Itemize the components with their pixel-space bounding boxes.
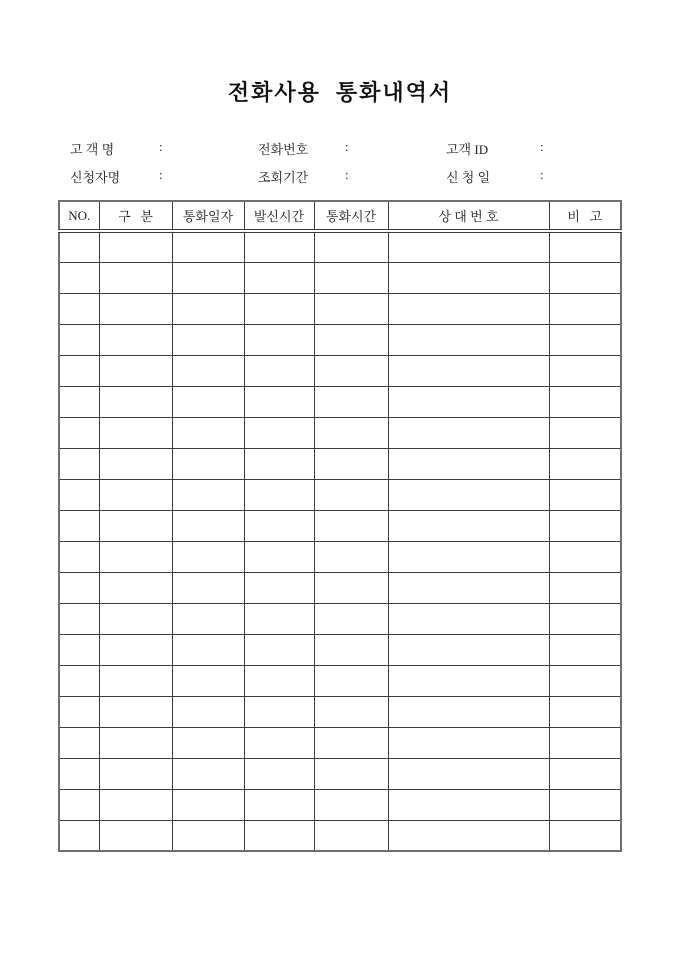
cell-send-time xyxy=(244,572,314,603)
cell-send-time xyxy=(244,417,314,448)
cell-peer-number xyxy=(388,262,549,293)
cell-call-date xyxy=(172,789,244,820)
cell-no xyxy=(59,541,99,572)
table-row xyxy=(59,665,621,696)
column-header-call-date: 통화일자 xyxy=(172,201,244,231)
cell-call-date xyxy=(172,727,244,758)
cell-category xyxy=(99,696,172,727)
cell-no xyxy=(59,479,99,510)
cell-call-duration xyxy=(314,448,388,479)
cell-category xyxy=(99,355,172,386)
table-row xyxy=(59,541,621,572)
table-row xyxy=(59,572,621,603)
cell-remarks xyxy=(549,727,621,758)
cell-remarks xyxy=(549,262,621,293)
label-customer-name: 고 객 명 xyxy=(70,142,115,157)
cell-call-duration xyxy=(314,479,388,510)
cell-category xyxy=(99,293,172,324)
cell-no xyxy=(59,572,99,603)
colon-application-date: : xyxy=(540,167,544,182)
cell-peer-number xyxy=(388,665,549,696)
cell-call-date xyxy=(172,758,244,789)
colon-customer-id: : xyxy=(540,139,544,154)
cell-send-time xyxy=(244,448,314,479)
cell-peer-number xyxy=(388,634,549,665)
cell-call-date xyxy=(172,541,244,572)
cell-peer-number xyxy=(388,355,549,386)
cell-no xyxy=(59,603,99,634)
colon-inquiry-period: : xyxy=(345,167,349,182)
cell-no xyxy=(59,293,99,324)
cell-no xyxy=(59,758,99,789)
table-row xyxy=(59,386,621,417)
cell-send-time xyxy=(244,541,314,572)
cell-category xyxy=(99,448,172,479)
cell-call-date xyxy=(172,231,244,262)
label-applicant-name: 신청자명 xyxy=(70,170,121,185)
cell-peer-number xyxy=(388,727,549,758)
cell-peer-number xyxy=(388,324,549,355)
cell-call-duration xyxy=(314,727,388,758)
cell-peer-number xyxy=(388,603,549,634)
column-header-no: NO. xyxy=(59,201,99,231)
cell-peer-number xyxy=(388,510,549,541)
label-application-date: 신 청 일 xyxy=(446,170,491,185)
cell-call-date xyxy=(172,417,244,448)
cell-call-duration xyxy=(314,758,388,789)
cell-no xyxy=(59,727,99,758)
colon-applicant-name: : xyxy=(159,167,163,182)
cell-no xyxy=(59,386,99,417)
cell-send-time xyxy=(244,789,314,820)
cell-send-time xyxy=(244,293,314,324)
label-customer-id: 고객 ID xyxy=(446,142,489,157)
cell-category xyxy=(99,572,172,603)
cell-category xyxy=(99,510,172,541)
cell-remarks xyxy=(549,634,621,665)
table-row xyxy=(59,758,621,789)
cell-peer-number xyxy=(388,541,549,572)
cell-send-time xyxy=(244,262,314,293)
cell-peer-number xyxy=(388,293,549,324)
cell-category xyxy=(99,665,172,696)
table-row xyxy=(59,448,621,479)
cell-remarks xyxy=(549,541,621,572)
cell-no xyxy=(59,324,99,355)
cell-peer-number xyxy=(388,417,549,448)
cell-call-date xyxy=(172,820,244,851)
cell-remarks xyxy=(549,603,621,634)
cell-category xyxy=(99,417,172,448)
cell-send-time xyxy=(244,634,314,665)
cell-category xyxy=(99,820,172,851)
cell-peer-number xyxy=(388,231,549,262)
table-row xyxy=(59,510,621,541)
table-row xyxy=(59,634,621,665)
cell-remarks xyxy=(549,820,621,851)
table-row xyxy=(59,727,621,758)
cell-call-date xyxy=(172,386,244,417)
cell-call-duration xyxy=(314,665,388,696)
cell-category xyxy=(99,262,172,293)
cell-category xyxy=(99,324,172,355)
cell-call-duration xyxy=(314,262,388,293)
cell-send-time xyxy=(244,510,314,541)
column-header-peer-number: 상 대 번 호 xyxy=(388,201,549,231)
table-body xyxy=(59,231,621,851)
page-title: 전화사용 통화내역서 xyxy=(227,80,453,105)
cell-call-date xyxy=(172,634,244,665)
cell-no xyxy=(59,665,99,696)
cell-category xyxy=(99,386,172,417)
cell-no xyxy=(59,510,99,541)
cell-peer-number xyxy=(388,479,549,510)
cell-remarks xyxy=(549,479,621,510)
cell-category xyxy=(99,634,172,665)
cell-category xyxy=(99,231,172,262)
cell-call-date xyxy=(172,603,244,634)
cell-call-duration xyxy=(314,634,388,665)
cell-send-time xyxy=(244,820,314,851)
cell-send-time xyxy=(244,696,314,727)
cell-no xyxy=(59,634,99,665)
cell-peer-number xyxy=(388,758,549,789)
cell-send-time xyxy=(244,758,314,789)
column-header-call-duration: 통화시간 xyxy=(314,201,388,231)
cell-remarks xyxy=(549,448,621,479)
cell-call-duration xyxy=(314,572,388,603)
cell-call-duration xyxy=(314,696,388,727)
cell-send-time xyxy=(244,665,314,696)
cell-call-duration xyxy=(314,820,388,851)
cell-category xyxy=(99,727,172,758)
cell-call-date xyxy=(172,665,244,696)
cell-call-duration xyxy=(314,510,388,541)
cell-call-duration xyxy=(314,386,388,417)
column-header-remarks: 비 고 xyxy=(549,201,621,231)
cell-call-duration xyxy=(314,789,388,820)
cell-category xyxy=(99,603,172,634)
cell-call-date xyxy=(172,355,244,386)
cell-no xyxy=(59,231,99,262)
cell-call-date xyxy=(172,479,244,510)
cell-send-time xyxy=(244,727,314,758)
call-history-table xyxy=(58,200,622,852)
cell-remarks xyxy=(549,696,621,727)
cell-peer-number xyxy=(388,789,549,820)
cell-no xyxy=(59,448,99,479)
cell-remarks xyxy=(549,789,621,820)
cell-no xyxy=(59,789,99,820)
cell-send-time xyxy=(244,231,314,262)
cell-peer-number xyxy=(388,696,549,727)
cell-remarks xyxy=(549,758,621,789)
cell-remarks xyxy=(549,231,621,262)
cell-call-duration xyxy=(314,231,388,262)
label-inquiry-period: 조회기간 xyxy=(258,170,309,185)
colon-phone-number: : xyxy=(345,139,349,154)
cell-call-duration xyxy=(314,293,388,324)
cell-remarks xyxy=(549,386,621,417)
cell-category xyxy=(99,758,172,789)
cell-send-time xyxy=(244,386,314,417)
table-row xyxy=(59,417,621,448)
cell-call-duration xyxy=(314,603,388,634)
table-row xyxy=(59,324,621,355)
cell-category xyxy=(99,541,172,572)
table-header xyxy=(59,201,621,231)
cell-remarks xyxy=(549,293,621,324)
cell-peer-number xyxy=(388,448,549,479)
cell-call-date xyxy=(172,262,244,293)
table-row xyxy=(59,603,621,634)
cell-send-time xyxy=(244,324,314,355)
cell-call-date xyxy=(172,324,244,355)
cell-remarks xyxy=(549,510,621,541)
table-row xyxy=(59,293,621,324)
colon-customer-name: : xyxy=(159,139,163,154)
cell-call-date xyxy=(172,510,244,541)
cell-call-date xyxy=(172,696,244,727)
cell-call-duration xyxy=(314,541,388,572)
cell-no xyxy=(59,355,99,386)
cell-category xyxy=(99,789,172,820)
cell-no xyxy=(59,417,99,448)
table-row xyxy=(59,820,621,851)
cell-remarks xyxy=(549,665,621,696)
cell-call-duration xyxy=(314,324,388,355)
cell-remarks xyxy=(549,417,621,448)
cell-remarks xyxy=(549,355,621,386)
cell-peer-number xyxy=(388,386,549,417)
cell-send-time xyxy=(244,603,314,634)
cell-no xyxy=(59,696,99,727)
table-row xyxy=(59,262,621,293)
cell-call-date xyxy=(172,293,244,324)
table-header-row xyxy=(59,201,621,231)
column-header-category: 구 분 xyxy=(99,201,172,231)
cell-no xyxy=(59,820,99,851)
cell-call-date xyxy=(172,572,244,603)
cell-call-duration xyxy=(314,355,388,386)
column-header-send-time: 발신시간 xyxy=(244,201,314,231)
cell-category xyxy=(99,479,172,510)
cell-call-duration xyxy=(314,417,388,448)
table-row xyxy=(59,355,621,386)
cell-send-time xyxy=(244,355,314,386)
cell-call-date xyxy=(172,448,244,479)
cell-peer-number xyxy=(388,820,549,851)
cell-remarks xyxy=(549,572,621,603)
table-row xyxy=(59,231,621,262)
label-phone-number: 전화번호 xyxy=(258,142,309,157)
table-row xyxy=(59,789,621,820)
table-row xyxy=(59,696,621,727)
cell-remarks xyxy=(549,324,621,355)
table-row xyxy=(59,479,621,510)
cell-no xyxy=(59,262,99,293)
cell-send-time xyxy=(244,479,314,510)
cell-peer-number xyxy=(388,572,549,603)
